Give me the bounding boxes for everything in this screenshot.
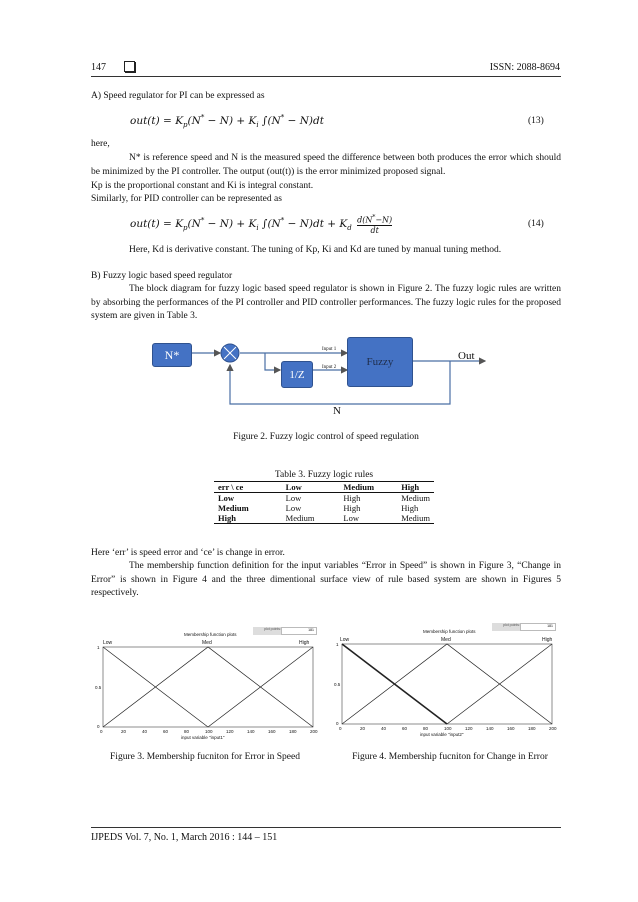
figure4-plot-points-field: 181 xyxy=(520,623,556,631)
para1-text: N* is reference speed and N is the measured speed the difference between both produces the error which should be minimized by the PI controller. The output (out(t)) is the error minimized proposed signal. xyxy=(91,153,561,177)
figure4-mf-lines xyxy=(342,644,552,724)
table3-header-cell: err \ ce xyxy=(218,482,244,492)
x-tick-label: 40 xyxy=(142,729,148,734)
x-tick-label: 120 xyxy=(226,729,234,734)
figure4-xlabel: input variable "input2" xyxy=(420,732,464,737)
table-cell: Medium xyxy=(401,493,430,503)
paragraph-membership: The membership function definition for the input variables “Error in Speed” is shown in Figure 3, “Change in Error” is shown in Figure 4 and the three dimentional surface view of rule based system are shown in Figures 5 respectively. xyxy=(91,561,561,598)
equation-14-number: (14) xyxy=(528,219,544,229)
x-tick-label: 80 xyxy=(423,726,429,731)
table-cell: Low xyxy=(285,503,302,513)
figure3-plot-points-field: 181 xyxy=(281,627,317,635)
figure4-ytick-0: 0 xyxy=(336,721,339,726)
figure4-plot-points-label: plot points: xyxy=(492,623,520,631)
x-tick-label: 80 xyxy=(184,729,190,734)
x-tick-label: 100 xyxy=(444,726,452,731)
x-tick-label: 40 xyxy=(381,726,387,731)
table3-header-cell: High xyxy=(401,482,420,492)
figure4-label-high: High xyxy=(542,637,553,643)
figure3-title: Membership function plots xyxy=(184,632,237,637)
paragraph-pid: Similarly, for PID controller can be represented as xyxy=(91,194,282,204)
figure4-label-low: Low xyxy=(340,637,350,643)
x-tick-label: 0 xyxy=(100,729,103,734)
figure3-plot-points-label: plot points: xyxy=(253,627,281,635)
arrow-sum-delay xyxy=(265,353,280,370)
paragraph-err-ce: Here ‘err’ is speed error and ‘ce’ is change in error. xyxy=(91,548,285,558)
issn: ISSN: 2088-8694 xyxy=(489,62,560,73)
table-cell: Low xyxy=(343,513,359,523)
x-tick-label: 0 xyxy=(339,726,342,731)
nstar-label: N* xyxy=(164,347,180,362)
equation-14: $out(t) = K_p(N^* - N) + K_i$ $\int(N^* - N)dt + K_d$ $\frac{d(N^*-N)}{dt}$ xyxy=(130,214,393,235)
table-cell: Low xyxy=(218,493,235,503)
table-cell: High xyxy=(343,493,361,503)
nstar-block xyxy=(152,343,192,367)
figure4-title: Membership function plots xyxy=(423,629,476,634)
table3 xyxy=(214,481,434,524)
input2-label: Input 2 xyxy=(322,365,337,370)
x-tick-label: 100 xyxy=(205,729,213,734)
figure4-label-med: Med xyxy=(441,637,451,643)
figure3-label-high: High xyxy=(299,640,310,646)
page-number: 147 xyxy=(91,62,106,73)
x-tick-label: 160 xyxy=(268,729,276,734)
out-label: Out xyxy=(458,350,475,362)
x-tick-label: 200 xyxy=(310,729,318,734)
figure3-caption: Figure 3. Membership fucniton for Error in Speed xyxy=(110,752,300,762)
figure4-ytick-mid: 0.5 xyxy=(334,682,341,687)
figure4-ytick-1: 1 xyxy=(336,642,339,647)
table-cell: Medium xyxy=(218,503,249,513)
figure3-xlabel: input variable "input1" xyxy=(181,735,225,740)
x-tick-label: 20 xyxy=(360,726,366,731)
table3-header-cell: Medium xyxy=(343,482,375,492)
table3-header-cell: Low xyxy=(285,482,302,492)
delay-label: 1/Z xyxy=(289,368,305,381)
figure3-ytick-mid: 0.5 xyxy=(95,685,102,690)
table3-caption: Table 3. Fuzzy logic rules xyxy=(274,470,374,480)
figure3-plot xyxy=(91,625,319,745)
figure3-label-low: Low xyxy=(103,640,113,646)
figure3-mf-lines xyxy=(103,647,313,727)
table-cell: Medium xyxy=(401,513,430,523)
input1-label: Input 1 xyxy=(322,347,337,352)
delay-block xyxy=(281,361,313,388)
paragraph-n-star xyxy=(91,152,561,179)
x-tick-label: 160 xyxy=(507,726,515,731)
x-tick-label: 120 xyxy=(465,726,473,731)
figure3-ytick-1: 1 xyxy=(97,645,100,650)
x-tick-label: 60 xyxy=(163,729,169,734)
table-row xyxy=(214,513,434,523)
fuzzy-block-diagram xyxy=(140,330,510,422)
header-rule xyxy=(91,76,561,77)
equation-13: $out(t) = K_p(N^* - N) + K_i$ ∫(N* − N)dt xyxy=(130,113,324,129)
fuzzy-label: Fuzzy xyxy=(366,356,394,368)
checkbox-icon xyxy=(124,61,135,72)
feedback-line xyxy=(230,361,450,404)
n-label: N xyxy=(333,405,341,417)
figure-mf-med-line xyxy=(103,647,313,727)
table-cell: High xyxy=(218,513,236,523)
table-cell: High xyxy=(401,503,419,513)
table-cell: High xyxy=(343,503,361,513)
figure2-caption: Figure 2. Fuzzy logic control of speed regulation xyxy=(233,432,419,442)
footer-rule xyxy=(91,827,561,828)
table-cell: Low xyxy=(285,493,302,503)
paragraph-kd: Here, Kd is derivative constant. The tuning of Kp, Ki and Kd are tuned by manual tuning method. xyxy=(129,245,502,255)
x-tick-label: 200 xyxy=(549,726,557,731)
section-b-heading: B) Fuzzy logic based speed regulator xyxy=(91,271,233,281)
section-b-paragraph: The block diagram for fuzzy logic based speed regulator is shown in Figure 2. The fuzzy logic rules are written by absorbing the performances of the PI controller and PID controller performances. The fuzzy logic rules for the proposed system are given in Table 3. xyxy=(91,284,561,321)
table-row xyxy=(214,503,434,513)
figure3-ytick-0: 0 xyxy=(97,724,100,729)
fuzzy-block xyxy=(347,337,413,387)
figure4-plot xyxy=(330,620,558,745)
footer-citation: IJPEDS Vol. 7, No. 1, March 2016 : 144 – 151 xyxy=(91,832,278,843)
x-tick-label: 20 xyxy=(121,729,127,734)
x-tick-label: 140 xyxy=(486,726,494,731)
here-label: here, xyxy=(91,139,110,149)
equation-13-number: (13) xyxy=(528,116,544,126)
figure3-label-med: Med xyxy=(202,640,212,646)
figure4-caption: Figure 4. Membership fucniton for Change in Error xyxy=(352,752,548,762)
section-a-heading: A) Speed regulator for PI can be expressed as xyxy=(91,91,265,101)
x-tick-label: 180 xyxy=(528,726,536,731)
x-tick-label: 180 xyxy=(289,729,297,734)
paragraph-kp-ki: Kp is the proportional constant and Ki is integral constant. xyxy=(91,181,314,191)
table-cell: Medium xyxy=(285,513,315,523)
figure-mf-med-line xyxy=(342,644,552,724)
x-tick-label: 60 xyxy=(402,726,408,731)
x-tick-label: 140 xyxy=(247,729,255,734)
table-row xyxy=(214,493,434,504)
table3-header-row xyxy=(214,482,434,493)
